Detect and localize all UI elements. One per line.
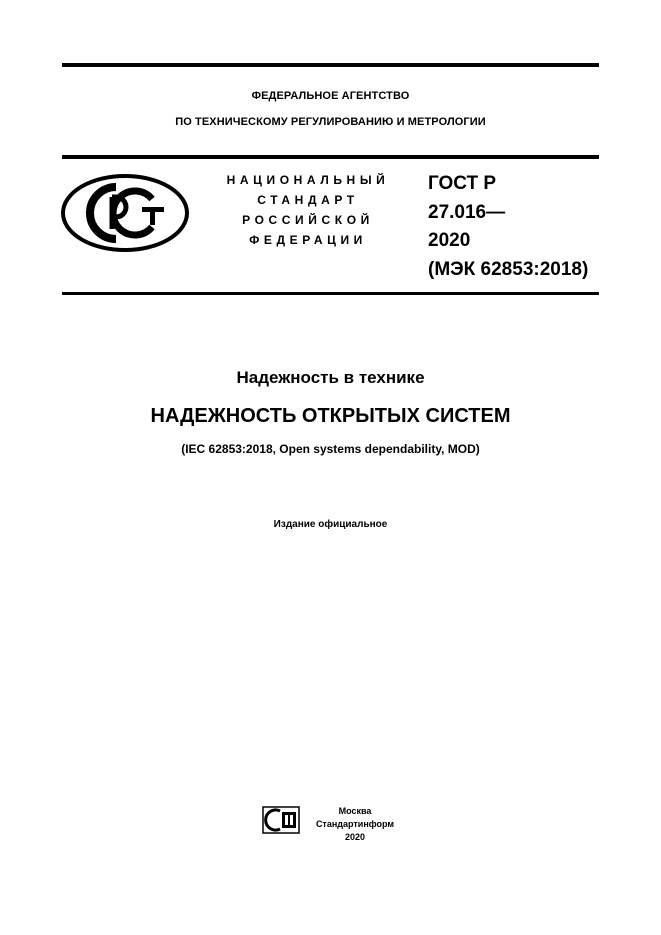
publisher-year: 2020 [344,832,366,842]
agency-name-line1: ФЕДЕРАЛЬНОЕ АГЕНТСТВО [251,90,410,102]
document-subject: Надежность в технике [236,368,425,387]
standard-type-line2: СТАНДАРТ [257,193,359,207]
edition-note: Издание официальное [273,519,388,530]
publisher-block [300,805,410,844]
designation-line3: 2020 [428,230,471,251]
standard-type-line1: НАЦИОНАЛЬНЫЙ [226,173,390,187]
publisher-city: Москва [338,806,372,816]
standard-designation [428,170,603,284]
publisher-name: Стандартинформ [315,819,395,829]
designation-line1: ГОСТ Р [428,173,497,194]
standard-type-block [222,170,394,250]
rst-gost-mark-icon [60,173,190,253]
header-bottom-rule [62,292,599,295]
standard-type-line3: РОССИЙСКОЙ [242,213,374,227]
designation-line2: 27.016— [428,201,506,223]
header-rule [62,155,599,159]
standard-type-line4: ФЕДЕРАЦИИ [249,233,367,247]
source-reference: (IEC 62853:2018, Open systems dependability, MOD) [181,442,480,456]
designation-line4: (МЭК 62853:2018) [428,258,589,280]
standartinform-logo-icon [262,806,300,834]
top-rule [62,63,599,67]
document-title: НАДЕЖНОСТЬ ОТКРЫТЫХ СИСТЕМ [150,405,511,427]
agency-name-line2: ПО ТЕХНИЧЕСКОМУ РЕГУЛИРОВАНИЮ И МЕТРОЛОГИИ [175,116,486,128]
